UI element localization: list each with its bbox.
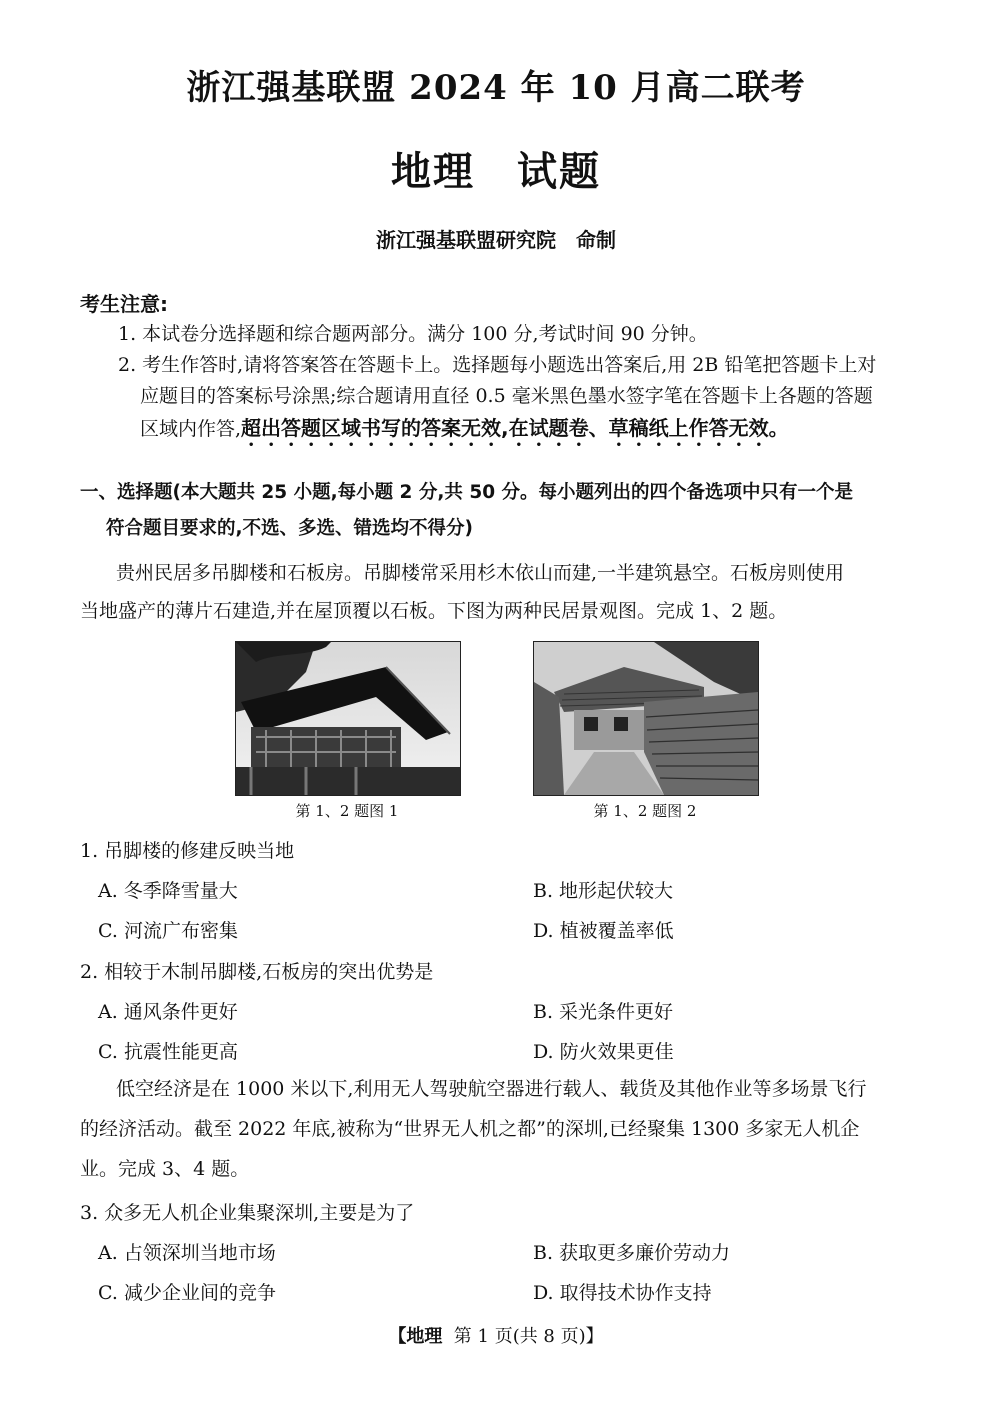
question-3-stem: 3. 众多无人机企业集聚深圳,主要是为了 — [80, 1202, 415, 1224]
question-2-option-b[interactable]: B. 采光条件更好 — [533, 1001, 674, 1023]
passage-1-line-2: 当地盛产的薄片石建造,并在屋顶覆以石板。下图为两种民居景观图。完成 1、2 题。 — [80, 600, 788, 622]
stilt-house-image — [236, 642, 460, 795]
question-1-option-a[interactable]: A. 冬季降雪量大 — [98, 880, 238, 902]
notice-item-2-line-2: 应题目的答案标号涂黑;综合题请用直径 0.5 毫米黑色墨水签字笔在答题卡上各题的答题 — [140, 385, 873, 407]
exam-maker: 浙江强基联盟研究院 命制 — [376, 228, 616, 252]
question-3-option-d[interactable]: D. 取得技术协作支持 — [533, 1282, 712, 1304]
question-2-stem: 2. 相较于木制吊脚楼,石板房的突出优势是 — [80, 961, 434, 983]
subject-title: 地理 试题 — [391, 148, 601, 195]
question-1-option-d[interactable]: D. 植被覆盖率低 — [533, 920, 674, 942]
question-3-option-a[interactable]: A. 占领深圳当地市场 — [98, 1242, 276, 1264]
passage-2-line-3: 业。完成 3、4 题。 — [80, 1158, 250, 1180]
question-1-stem: 1. 吊脚楼的修建反映当地 — [80, 840, 295, 862]
question-1-option-c[interactable]: C. 河流广布密集 — [98, 920, 238, 942]
passage-2-line-2: 的经济活动。截至 2022 年底,被称为“世界无人机之都”的深圳,已经聚集 1300 多家无人机企 — [80, 1118, 860, 1140]
notice-item-1: 1. 本试卷分选择题和综合题两部分。满分 100 分,考试时间 90 分钟。 — [118, 323, 708, 345]
figure-2-caption: 第 1、2 题图 2 — [593, 802, 697, 820]
notice-emphasis: 超出答题区域书写的答案无效,在试题卷、草稿纸上作答无效。 — [241, 416, 789, 440]
question-2-option-d[interactable]: D. 防火效果更佳 — [533, 1041, 674, 1063]
footer-subject: 【地理 — [388, 1326, 443, 1347]
exam-title: 浙江强基联盟 2024 年 10 月高二联考 — [186, 68, 806, 108]
section-heading-line-1: 一、选择题(本大题共 25 小题,每小题 2 分,共 50 分。每小题列出的四个备选项中只有一个是 — [80, 482, 854, 503]
stone-house-image — [534, 642, 758, 795]
passage-2-line-1: 低空经济是在 1000 米以下,利用无人驾驶航空器进行载人、载货及其他作业等多场景飞行 — [116, 1078, 867, 1100]
notice-item-2-line-3-plain: 区域内作答, — [140, 418, 242, 440]
section-heading-line-2: 符合题目要求的,不选、多选、错选均不得分) — [106, 518, 473, 539]
page-footer — [0, 1322, 992, 1348]
notice-heading: 考生注意: — [80, 292, 168, 316]
question-2-option-a[interactable]: A. 通风条件更好 — [98, 1001, 238, 1023]
stilt-house-photo — [235, 641, 461, 796]
question-1-option-b[interactable]: B. 地形起伏较大 — [533, 880, 674, 902]
question-3-option-c[interactable]: C. 减少企业间的竞争 — [98, 1282, 276, 1304]
stone-house-photo — [533, 641, 759, 796]
question-3-option-b[interactable]: B. 获取更多廉价劳动力 — [533, 1242, 731, 1264]
notice-item-2-line-1: 2. 考生作答时,请将答案答在答题卡上。选择题每小题选出答案后,用 2B 铅笔把答题卡上对 — [118, 354, 877, 376]
figure-1-caption: 第 1、2 题图 1 — [295, 802, 399, 820]
footer-page-number: 第 1 页(共 8 页)】 — [453, 1326, 604, 1347]
passage-1-line-1: 贵州民居多吊脚楼和石板房。吊脚楼常采用杉木依山而建,一半建筑悬空。石板房则使用 — [116, 562, 845, 584]
question-2-option-c[interactable]: C. 抗震性能更高 — [98, 1041, 238, 1063]
notice-item-2-line-3 — [140, 413, 789, 451]
